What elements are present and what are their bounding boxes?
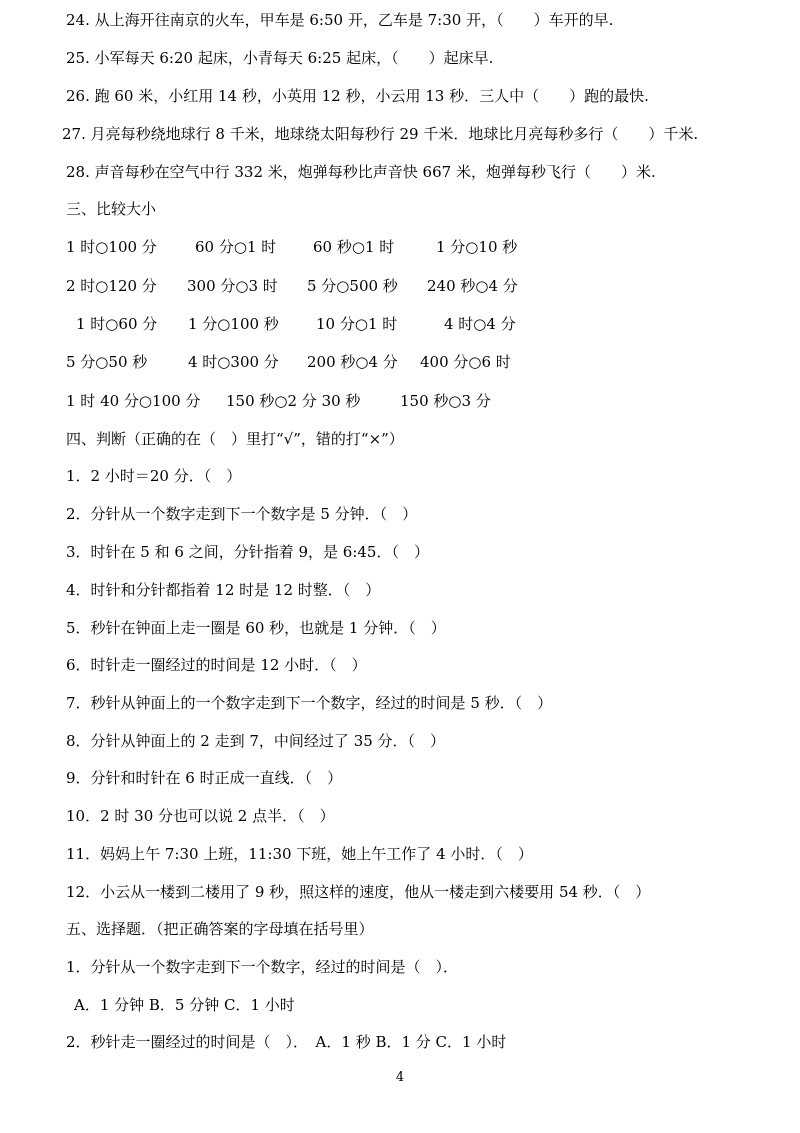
compare-item: 150 秒○3 分 (400, 392, 491, 410)
compare-item: 1 分○100 秒 (188, 315, 279, 333)
judge-item: 4．时针和分针都指着 12 时是 12 时整．（ ） (66, 581, 381, 599)
compare-item: 300 分○3 时 (187, 277, 278, 295)
judge-item: 11．妈妈上午 7:30 上班，11:30 下班，她上午工作了 4 小时．（ ） (66, 845, 533, 863)
page-number: 4 (395, 1070, 405, 1085)
judge-item: 10．2 时 30 分也可以说 2 点半．（ ） (66, 807, 335, 825)
compare-item: 1 时○100 分 (66, 238, 157, 256)
compare-item: 2 时○120 分 (66, 277, 157, 295)
judge-item: 3．时针在 5 和 6 之间，分针指着 9，是 6:45．（ ） (66, 543, 429, 561)
compare-item: 5 分○50 秒 (66, 353, 148, 371)
compare-item: 200 秒○4 分 (307, 353, 398, 371)
section-choice-heading: 五、选择题．（把正确答案的字母填在括号里） (66, 920, 374, 938)
compare-item: 4 时○4 分 (444, 315, 516, 333)
question-28: 28. 声音每秒在空气中行 332 米，炮弹每秒比声音快 667 米，炮弹每秒飞行（ ）米. (66, 163, 656, 181)
compare-item: 150 秒○2 分 30 秒 (226, 392, 361, 410)
section-compare-heading: 三、比较大小 (66, 200, 157, 218)
judge-item: 1．2 小时＝20 分．（ ） (66, 467, 242, 485)
compare-item: 1 分○10 秒 (436, 238, 518, 256)
judge-item: 12．小云从一楼到二楼用了 9 秒，照这样的速度，他从一楼走到六楼要用 54 秒．（ ） (66, 883, 651, 901)
compare-item: 240 秒○4 分 (427, 277, 518, 295)
judge-item: 8．分针从钟面上的 2 走到 7，中间经过了 35 分．（ ） (66, 732, 446, 750)
compare-item: 5 分○500 秒 (307, 277, 398, 295)
choice-item: 2．秒针走一圈经过的时间是（ ）． A．1 秒 B．1 分 C．1 小时 (66, 1033, 507, 1051)
compare-item: 400 分○6 时 (420, 353, 511, 371)
compare-item: 1 时 40 分○100 分 (66, 392, 201, 410)
question-24: 24. 从上海开往南京的火车，甲车是 6:50 开，乙车是 7:30 开，（ ）车开的早. (66, 11, 614, 29)
question-26: 26. 跑 60 米，小红用 14 秒，小英用 12 秒，小云用 13 秒．三人中（ ）跑的最快. (66, 87, 649, 105)
judge-item: 6．时针走一圈经过的时间是 12 小时．（ ） (66, 656, 367, 674)
question-25: 25. 小军每天 6:20 起床，小青每天 6:25 起床，（ ）起床早. (66, 49, 494, 67)
judge-item: 2．分针从一个数字走到下一个数字是 5 分钟．（ ） (66, 505, 418, 523)
judge-item: 7．秒针从钟面上的一个数字走到下一个数字，经过的时间是 5 秒．（ ） (66, 694, 553, 712)
choice-options: A．1 分钟 B．5 分钟 C．1 小时 (74, 996, 295, 1014)
compare-item: 10 分○1 时 (316, 315, 398, 333)
judge-item: 9．分针和时针在 6 时正成一直线．（ ） (66, 769, 343, 787)
choice-item: 1．分针从一个数字走到下一个数字，经过的时间是（ ）． (66, 958, 459, 976)
question-27: 27. 月亮每秒绕地球行 8 千米，地球绕太阳每秒行 29 千米．地球比月亮每秒多行（ ）千米. (62, 125, 699, 143)
compare-item: 60 分○1 时 (195, 238, 277, 256)
judge-item: 5．秒针在钟面上走一圈是 60 秒，也就是 1 分钟．（ ） (66, 619, 446, 637)
compare-item: 4 时○300 分 (188, 353, 279, 371)
section-judge-heading: 四、判断（正确的在（ ）里打“√”，错的打“×”） (66, 430, 404, 448)
compare-item: 60 秒○1 时 (313, 238, 395, 256)
compare-item: 1 时○60 分 (76, 315, 158, 333)
